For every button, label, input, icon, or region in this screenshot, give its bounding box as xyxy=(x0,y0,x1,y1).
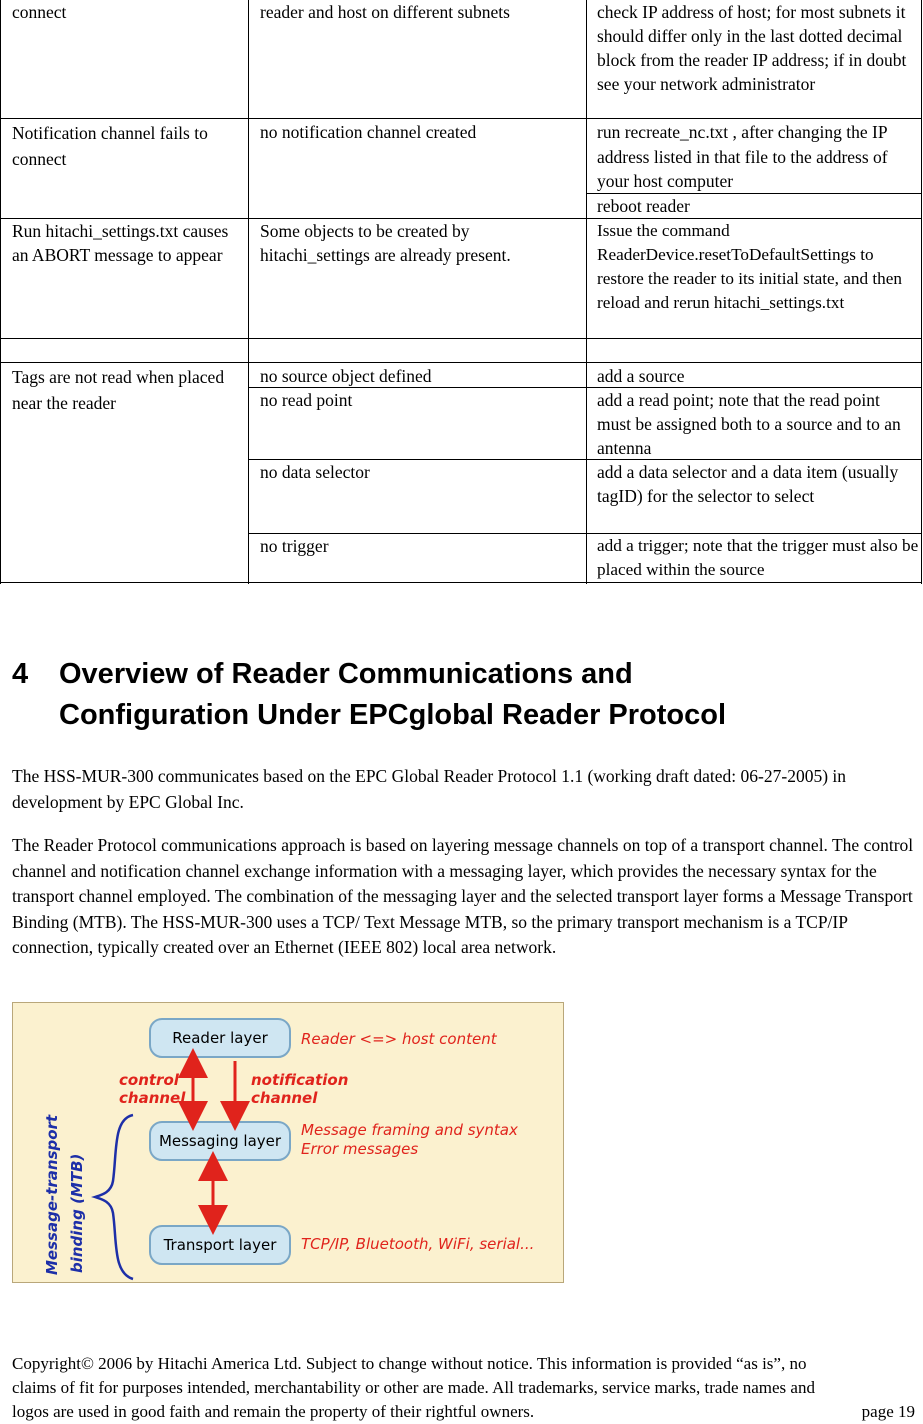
messaging-layer-label: Messaging layer xyxy=(158,1132,282,1150)
table-cell-cause: no trigger xyxy=(260,536,329,556)
mtb-label-2: binding (MTB) xyxy=(68,1153,86,1273)
table-cell-symptom: Tags are not read when placed near the reader xyxy=(12,367,225,413)
copyright-footer xyxy=(12,1352,917,1424)
section-number: 4 xyxy=(12,658,29,690)
reader-layer-label: Reader layer xyxy=(172,1029,268,1047)
table-cell-solution: check IP address of host; for most subnets it should differ only in the last dotted decimal block from the reader IP address; if in doubt see your network administrator xyxy=(597,2,907,94)
table-border-right xyxy=(921,0,922,584)
page-number: page 19 xyxy=(861,1402,915,1421)
table-cell-solution: add a source xyxy=(597,366,685,386)
notification-channel-label-2: channel xyxy=(251,1089,318,1107)
table-cell-solution: add a data selector and a data item (usually tagID) for the selector to select xyxy=(597,462,899,506)
section-title-line-2: Configuration Under EPCglobal Reader Protocol xyxy=(59,699,727,731)
table-cell-cause: no data selector xyxy=(260,462,370,482)
table-cell-solution: add a read point; note that the read point must be assigned both to a source and to an antenna xyxy=(597,390,901,458)
notification-channel-label-1: notification xyxy=(251,1071,349,1089)
table-cell-cause: no source object defined xyxy=(260,366,432,386)
table-divider-2 xyxy=(586,0,587,584)
table-border-bottom xyxy=(0,582,922,583)
table-border-left xyxy=(0,0,1,584)
table-cell-solution: add a trigger; note that the trigger must also be placed within the source xyxy=(597,536,919,579)
transport-layer-label: Transport layer xyxy=(163,1236,277,1254)
row-divider xyxy=(0,118,922,119)
table-cell-cause: Some objects to be created by hitachi_settings are already present. xyxy=(260,221,511,265)
table-cell-cause: no notification channel created xyxy=(260,122,477,142)
control-channel-label-1: control xyxy=(119,1071,179,1089)
intro-paragraph: The HSS-MUR-300 communicates based on the EPC Global Reader Protocol 1.1 (working draft dated: 06-27-2005) in development by EPC Global Inc. xyxy=(12,766,847,812)
table-cell-cause: no read point xyxy=(260,390,353,410)
row-divider xyxy=(0,362,922,363)
protocol-paragraph: The Reader Protocol communications approach is based on layering message channels on top of a transport channel. The control channel and notification channel exchange information with a messaging layer, which provides the necessary syntax for the transport channel employed. The combination of the messaging layer and the selected transport layer forms a Message Transport Binding (MTB). The HSS-MUR-300 uses a TCP/ Text Message MTB, so the primary transport mechanism is a TCP/IP connection, typically created over an Ethernet (IEEE 802) local area network. xyxy=(12,835,914,957)
messaging-description-1: Message framing and syntax xyxy=(301,1121,518,1139)
transport-description: TCP/IP, Bluetooth, WiFi, serial... xyxy=(301,1235,535,1253)
table-cell-solution: Issue the command ReaderDevice.resetToDefaultSettings to restore the reader to its initial state, and then reload and rerun hitachi_settings.txt xyxy=(597,221,902,312)
table-cell-cause: reader and host on different subnets xyxy=(260,2,510,22)
messaging-description-2: Error messages xyxy=(301,1140,419,1158)
section-title-line-1: Overview of Reader Communications and xyxy=(59,658,633,690)
mtb-label-1: Message-transport xyxy=(43,1114,61,1275)
reader-description: Reader <=> host content xyxy=(301,1030,497,1048)
footer-line-3: logos are used in good faith and remain the property of their rightful owners. xyxy=(12,1402,535,1421)
mtb-brace xyxy=(95,1115,133,1279)
table-cell-solution: reboot reader xyxy=(597,196,690,216)
table-cell-solution: run recreate_nc.txt , after changing the IP address listed in that file to the address of your host computer xyxy=(597,122,888,191)
mtb-layer-diagram xyxy=(12,1002,564,1283)
table-cell-symptom: Notification channel fails to connect xyxy=(12,123,208,169)
table-cell-symptom: connect xyxy=(12,2,67,22)
table-cell-symptom: Run hitachi_settings.txt causes an ABORT message to appear xyxy=(12,221,229,265)
table-divider-1 xyxy=(248,0,249,584)
control-channel-label-2: channel xyxy=(119,1089,186,1107)
mtb-diagram-graphic xyxy=(13,1003,564,1283)
row-divider xyxy=(0,338,922,339)
footer-line-1: Copyright© 2006 by Hitachi America Ltd. Subject to change without notice. This information is provided “as is”, no xyxy=(12,1354,807,1373)
footer-line-2: claims of fit for purposes intended, merchantability or other are made. All trademarks, service marks, trade names and xyxy=(12,1378,815,1397)
troubleshooting-table xyxy=(0,0,923,584)
